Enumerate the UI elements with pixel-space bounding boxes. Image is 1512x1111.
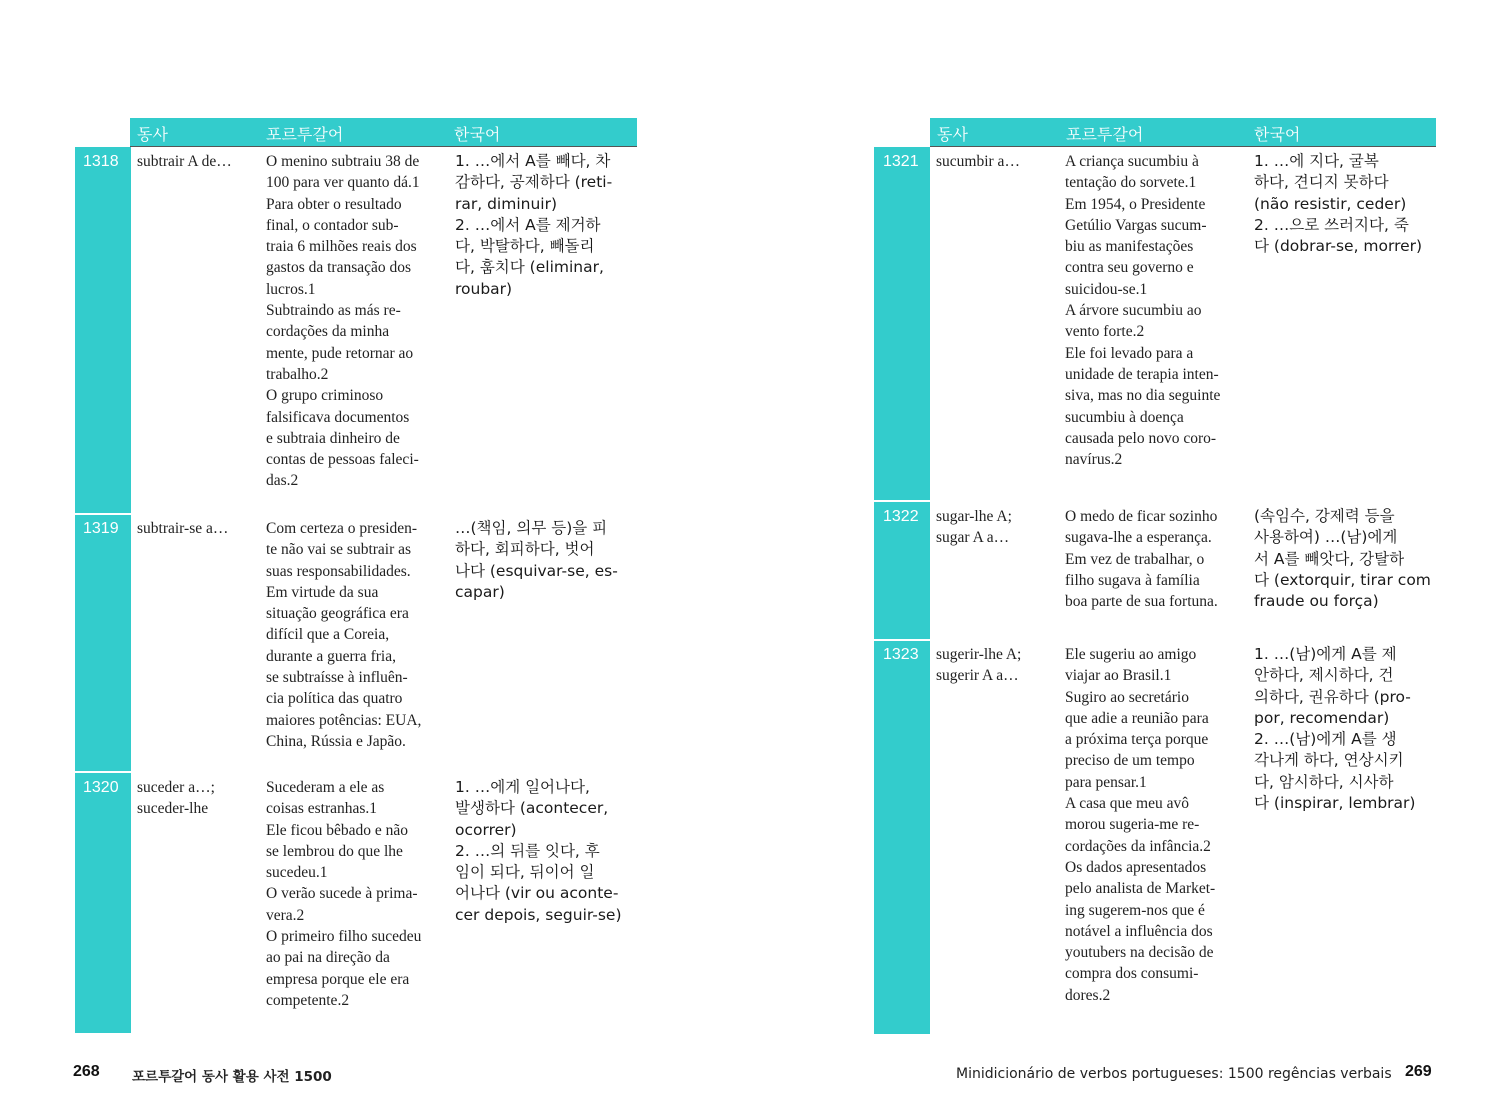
- right-page: [756, 0, 1512, 1111]
- entry-korean: 1. …(남)에게 A를 제 안하다, 제시하다, 건 의하다, 권유하다 (pro- por, recomendar) 2. …(남)에게 A를 생 각나게 하다, 연상시키 다, 암시하다, 시사하 다 (inspirar, lembrar): [1254, 645, 1416, 813]
- header-verb: 동사: [937, 125, 968, 144]
- table-header: [930, 118, 1436, 147]
- table-header: [130, 118, 637, 147]
- entry-korean: 1. …에 지다, 굴복 하다, 견디지 못하다 (não resistir, ceder) 2. …으로 쓰러지다, 죽 다 (dobrar-se, morrer): [1254, 152, 1423, 256]
- entry-number: 1318: [83, 153, 119, 170]
- row-divider: [874, 500, 930, 502]
- entry-number: 1320: [83, 779, 119, 796]
- entry-korean: 1. …에게 일어나다, 발생하다 (acontecer, ocorrer) 2. …의 뒤를 잇다, 후 임이 되다, 뒤이어 일 어나다 (vir ou aconte- cer depois, seguir-se): [455, 778, 622, 924]
- entry-number: 1323: [883, 646, 919, 663]
- book-title: Minidicionário de verbos portugueses: 1500 regências verbais: [956, 1066, 1392, 1082]
- entry-examples: O menino subtraiu 38 de 100 para ver quanto dá.1 Para obter o resultado final, o contador sub- traia 6 milhões reais dos gastos da transação dos lucros.1 Subtraindo as más re- cordações da minha mente, pude retornar ao trabalho.2 O grupo criminoso falsificava documentos e subtraia dinheiro de contas de pessoas faleci- das.2: [266, 153, 420, 490]
- header-korean: 한국어: [1254, 125, 1301, 144]
- row-divider: [75, 771, 131, 773]
- entry-verb: sugerir-lhe A; sugerir A a…: [936, 646, 1022, 685]
- entry-verb: suceder a…; suceder-lhe: [137, 779, 215, 818]
- entry-number: 1321: [883, 153, 919, 170]
- header-portuguese: 포르투갈어: [266, 125, 344, 144]
- book-title: 포르투갈어 동사 활용 사전 1500: [132, 1069, 332, 1085]
- entry-number: 1319: [83, 520, 119, 537]
- page-number: 268: [73, 1063, 100, 1080]
- entry-verb: subtrair-se a…: [137, 520, 229, 537]
- entry-verb: subtrair A de…: [137, 153, 232, 170]
- entry-number-column: [874, 147, 930, 1034]
- entry-korean: (속임수, 강제력 등을 사용하여) …(남)에게 서 A를 빼앗다, 강탈하 다 (extorquir, tirar com fraude ou força): [1254, 507, 1431, 611]
- entry-korean: 1. …에서 A를 빼다, 차 감하다, 공제하다 (reti- rar, diminuir) 2. …에서 A를 제거하 다, 박탈하다, 빼돌리 다, 훔치다 (eliminar, roubar): [455, 152, 613, 298]
- entry-number: 1322: [883, 508, 919, 525]
- header-verb: 동사: [137, 125, 168, 144]
- entry-examples: Sucederam a ele as coisas estranhas.1 Ele ficou bêbado e não se lembrou do que lhe sucedeu.1 O verão sucede à prima- vera.2 O primeiro filho sucedeu ao pai na direção da empresa porque ele era competente.2: [266, 779, 422, 1009]
- entry-korean: …(책임, 의무 등)을 피 하다, 회피하다, 벗어 나다 (esquivar-se, es- capar): [455, 519, 618, 601]
- row-divider: [874, 639, 930, 641]
- page-number: 269: [1405, 1063, 1432, 1080]
- entry-examples: Com certeza o presiden- te não vai se subtrair as suas responsabilidades. Em virtude da sua situação geográfica era difícil que a Coreia, durante a guerra fria, se subtraísse à influên- cia política das quatro maiores potências: EUA, China, Rússia e Japão.: [266, 520, 422, 750]
- row-divider: [75, 513, 131, 515]
- entry-verb: sugar-lhe A; sugar A a…: [936, 508, 1012, 547]
- entry-verb: sucumbir a…: [936, 153, 1020, 170]
- entry-examples: Ele sugeriu ao amigo viajar ao Brasil.1 Sugiro ao secretário que adie a reunião para a próxima terça porque preciso de um tempo para pensar.1 A casa que meu avô morou sugeria-me re- cordações da infância.2 Os dados apresentados pelo analista de Market- ing sugerem-nos que é notável a influência dos youtubers na decisão de compra dos consumi- dores.2: [1065, 646, 1216, 1004]
- entry-examples: A criança sucumbiu à tentação do sorvete.1 Em 1954, o Presidente Getúlio Vargas sucum- biu as manifestações contra seu governo e suicidou-se.1 A árvore sucumbiu ao vento forte.2 Ele foi levado para a unidade de terapia inten- siva, mas no dia seguinte sucumbiu à doença causada pelo novo coro- navírus.2: [1065, 153, 1221, 469]
- entry-examples: O medo de ficar sozinho sugava-lhe a esperança. Em vez de trabalhar, o filho sugava à família boa parte de sua fortuna.: [1065, 508, 1218, 611]
- header-korean: 한국어: [454, 125, 501, 144]
- header-portuguese: 포르투갈어: [1066, 125, 1144, 144]
- entry-number-column: [75, 147, 131, 1033]
